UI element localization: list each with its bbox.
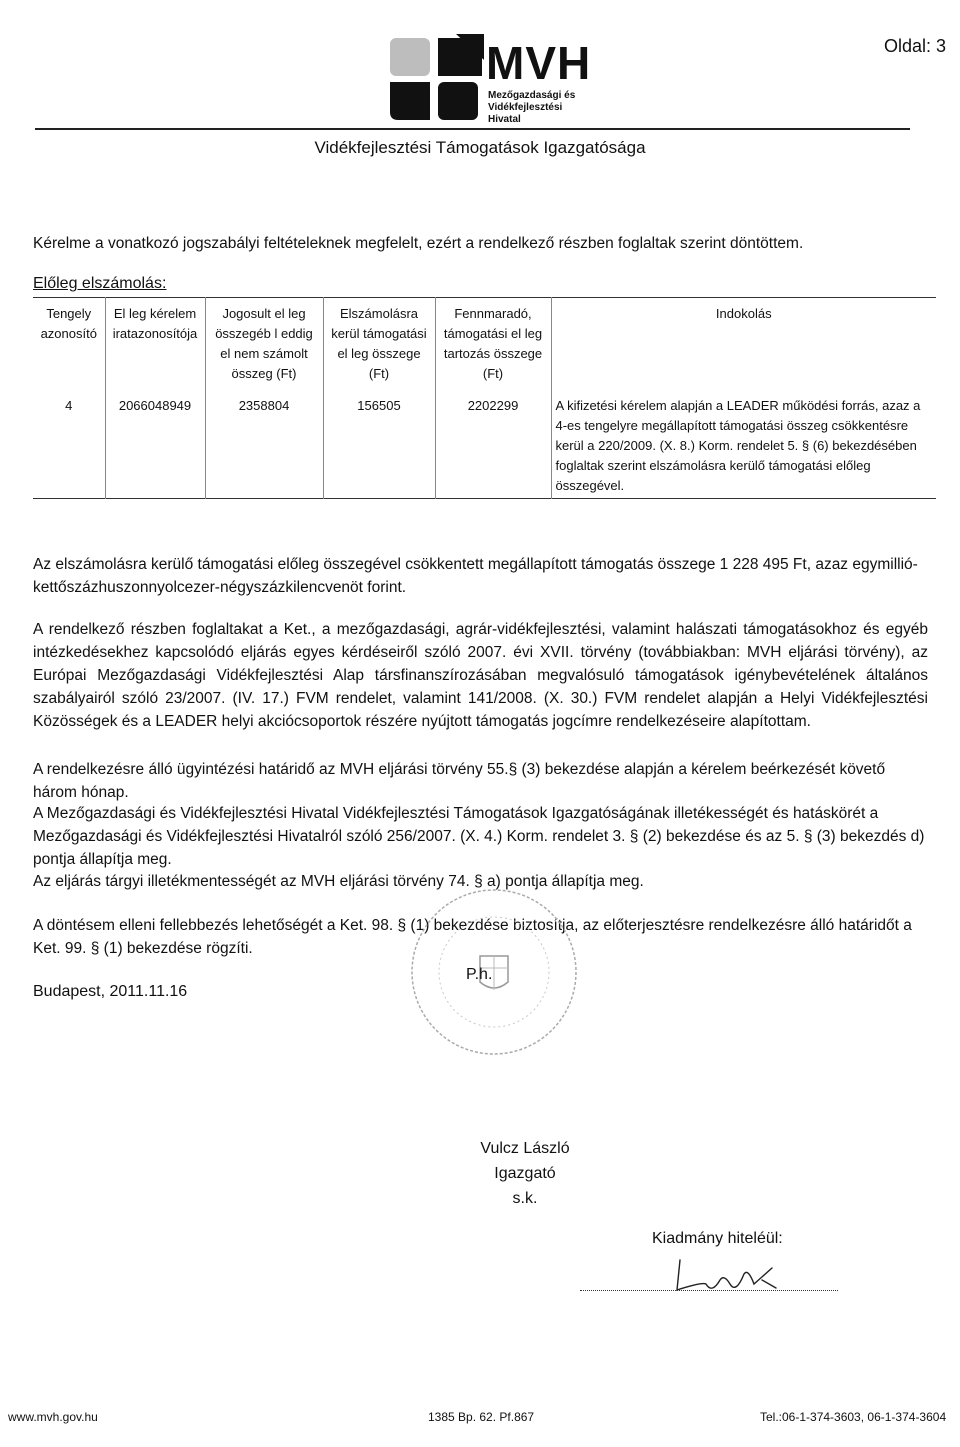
place-and-date: Budapest, 2011.11.16 [33, 983, 188, 1000]
signer-title: Igazgató [494, 1165, 556, 1182]
signature-line [580, 1290, 838, 1291]
settled-amount-cell: 156505 [323, 390, 435, 499]
logo-subtitle-line: Hivatal [488, 114, 521, 125]
column-header: El leg kérelem iratazonosítója [105, 298, 205, 391]
column-header: Indokolás [551, 298, 936, 391]
axis-cell: 4 [65, 398, 73, 413]
deadline-paragraph: A rendelkezésre álló ügyintézési határidő az MVH eljárási törvény 55.§ (3) bekezdése alapján a kérelem beérkezését követő három hónap. [33, 761, 886, 801]
logo-subtitle-line: Vidékfejlesztési [488, 102, 563, 113]
column-header: Jogosult el leg összegéb l eddig el nem számolt összeg (Ft) [205, 298, 323, 391]
fee-paragraph: Az eljárás tárgyi illetékmentességét az MVH eljárási törvény 74. § a) pontja állapítja meg. [33, 873, 644, 890]
signed-mark: s.k. [512, 1190, 538, 1207]
column-header: Fennmaradó, támogatási el leg tartozás összege (Ft) [435, 298, 551, 391]
seal-placeholder-label: P.h. [466, 966, 493, 983]
unsettled-amount-cell: 2358804 [205, 390, 323, 499]
official-seal-icon [408, 886, 580, 1058]
request-id-cell: 2066048949 [105, 390, 205, 499]
logo-title: MVH [486, 37, 592, 89]
footer-phone: Tel.:06-1-374-3603, 06-1-374-3604 [760, 1410, 947, 1424]
appeal-paragraph: A döntésem elleni fellebbezés lehetőségét a Ket. 98. § (1) bekezdése biztosítja, az előterjesztésre rendelkezésre álló határidőt a Ket. 99. § (1) bekezdése rögzíti. [33, 917, 912, 957]
remaining-amount-cell: 2202299 [435, 390, 551, 499]
table-row [33, 390, 936, 499]
department-name: Vidékfejlesztési Támogatások Igazgatósága [314, 138, 646, 157]
logo-mark-icon [386, 30, 486, 126]
section-title: Előleg elszámolás: [33, 275, 167, 292]
signer-name: Vulcz László [480, 1140, 570, 1157]
certified-copy-label: Kiadmány hiteléül: [652, 1230, 783, 1247]
footer-postal-address: 1385 Bp. 62. Pf.867 [428, 1410, 535, 1424]
legal-basis-paragraph: A rendelkező részben foglaltakat a Ket., a mezőgazdasági, agrár-vidékfejlesztési, valamint halászati támogatásokhoz és egyéb intézkedésekhez kapcsolódó eljárás egyes kérdéseiről szóló 2007. évi XVII. törvény (továbbiakban: MVH eljárási törvény), az Európai Mezőgazdasági Vidékfejlesztési Alap társfinanszírozásában megvalósuló támogatások igénybevételének általános szabályairól szóló 23/2007. (IV. 17.) FVM rendelet, valamint 141/2008. (X. 30.) FVM rendelet alapján a Helyi Vidékfejlesztési Közösségek és a LEADER helyi akciócsoportok részére nyújtott támogatás jogcímre rendelkezéseire alapítottam. [33, 621, 928, 730]
logo-subtitle-line: Mezőgazdasági és [488, 90, 576, 101]
competence-paragraph: A Mezőgazdasági és Vidékfejlesztési Hivatal Vidékfejlesztési Támogatások Igazgatóságának illetékességét és hatáskörét a Mezőgazdasági és Vidékfejlesztési Hivatalról szóló 256/2007. (X. 4.) Korm. rendelet 3. § (2) bekezdése és az 5. § (3) bekezdés d) pontja állapítja meg. [33, 805, 925, 868]
handwritten-signature-icon [672, 1254, 784, 1298]
mvh-logo [386, 30, 596, 126]
footer-website: www.mvh.gov.hu [8, 1410, 98, 1424]
table-header-row [33, 298, 936, 391]
column-header: Elszámolásra kerül támogatási el leg összege (Ft) [323, 298, 435, 391]
reason-cell: A kifizetési kérelem alapján a LEADER működési forrás, azaz a 4-es tengelyre megállapított támogatási összeg csökkentésre kerül a 220/2009. (X. 8.) Korm. rendelet 5. § (6) bekezdésében foglaltak szerint elszámolásra kerülő támogatási előleg összegével. [551, 390, 936, 499]
advance-table [33, 297, 936, 499]
logo-subtitle [488, 90, 575, 126]
header-divider [35, 128, 910, 130]
page-number: Oldal: 3 [883, 36, 946, 56]
column-header: Tengely azonosító [40, 306, 97, 341]
intro-paragraph: Kérelme a vonatkozó jogszabályi feltételeknek megfelelt, ezért a rendelkező részben foglaltak szerint döntöttem. [33, 235, 804, 252]
reduced-amount-paragraph: Az elszámolásra kerülő támogatási előleg összegével csökkentett megállapított támogatás összege 1 228 495 Ft, azaz egymillió-kettőszázhuszonnyolcezer-négyszázkilencvenöt forint. [33, 556, 918, 596]
